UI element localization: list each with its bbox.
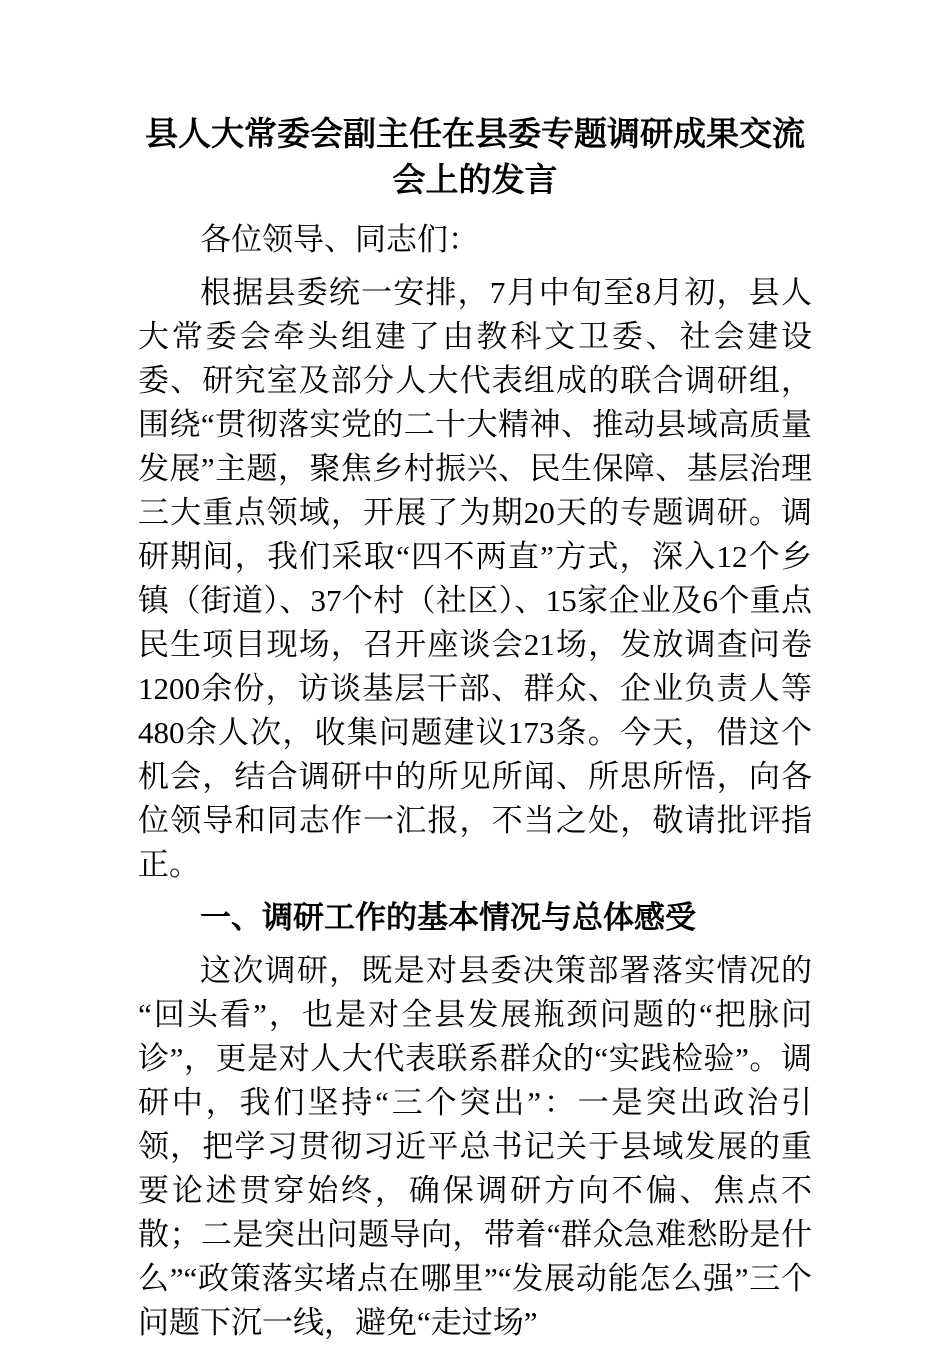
section-heading-1: 一、调研工作的基本情况与总体感受 <box>200 900 696 935</box>
document-title: 县人大常委会副主任在县委专题调研成果交流会上的发言 <box>145 117 805 199</box>
paragraph-overview: 根据县委统一安排，7月中旬至8月初，县人大常委会牵头组建了由教科文卫委、社会建设委、研究室及部分人大代表组成的联合调研组，围绕“贯彻落实党的二十大精神、推动县域高质量发展”主题，聚焦乡村振兴、民生保障、基层治理三大重点领域，开展了为期20天的专题调研。调研期间，我们采取“四不两直”方式，深入12个乡镇（街道）、37个村（社区）、15家企业及6个重点民生项目现场，召开座谈会21场，发放调查问卷1200余份，访谈基层干部、群众、企业负责人等480余人次，收集问题建议173条。今天，借这个机会，结合调研中的所见所闻、所思所悟，向各位领导和同志作一汇报，不当之处，敬请批评指正。 <box>138 275 812 882</box>
paragraph-section-1: 这次调研，既是对县委决策部署落实情况的“回头看”，也是对全县发展瓶颈问题的“把脉问诊”，更是对人大代表联系群众的“实践检验”。调研中，我们坚持“三个突出”：一是突出政治引领，把学习贯彻习近平总书记关于县域发展的重要论述贯穿始终，确保调研方向不偏、焦点不散；二是突出问题导向，带着“群众急难愁盼是什么”“政策落实堵点在哪里”“发展动能怎么强”三个问题下沉一线，避免“走过场” <box>138 953 812 1340</box>
greeting-line: 各位领导、同志们： <box>200 222 479 257</box>
